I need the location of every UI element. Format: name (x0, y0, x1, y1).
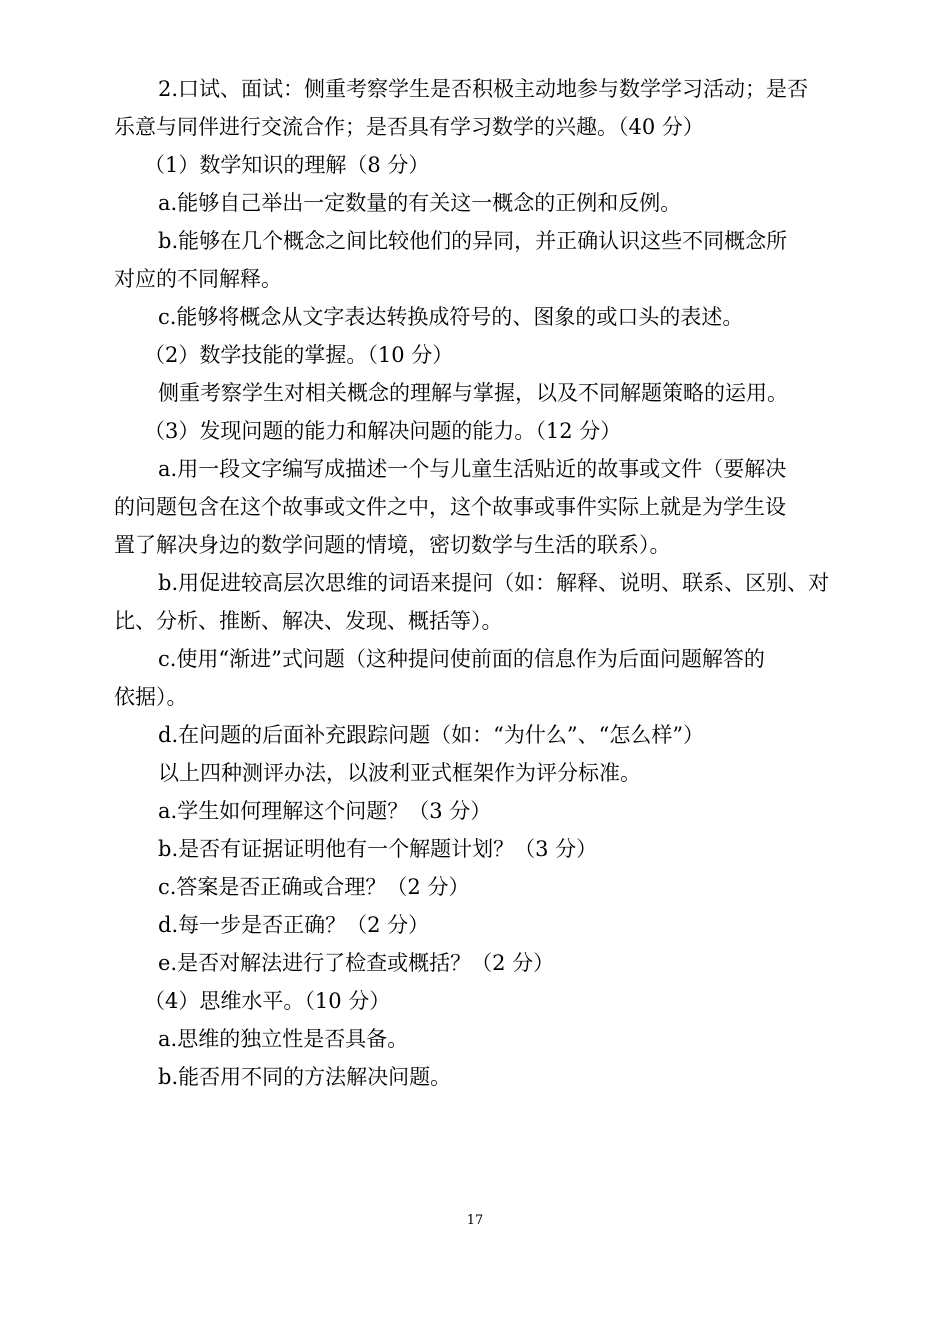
section-heading: （3）发现问题的能力和解决问题的能力。（12 分） (144, 419, 622, 443)
section-heading: （2）数学技能的掌握。（10 分） (144, 343, 454, 367)
text-line: 依据）。 (114, 685, 188, 709)
text-line: d.每一步是否正确？（2 分） (158, 913, 430, 937)
text-line: a.用一段文字编写成描述一个与儿童生活贴近的故事或文件（要解决 (158, 457, 787, 481)
text-line: a.学生如何理解这个问题？（3 分） (158, 799, 492, 823)
text-line: a.能够自己举出一定数量的有关这一概念的正例和反例。 (158, 191, 682, 215)
text-line: 比、分析、推断、解决、发现、概括等）。 (114, 609, 503, 633)
text-line: e.是否对解法进行了检查或概括？（2 分） (158, 951, 555, 975)
text-line: b.能否用不同的方法解决问题。 (158, 1065, 452, 1089)
text-line: 置了解决身边的数学问题的情境，密切数学与生活的联系）。 (114, 533, 671, 557)
text-line: a.思维的独立性是否具备。 (158, 1027, 409, 1051)
text-line: 的问题包含在这个故事或文件之中，这个故事或事件实际上就是为学生设 (114, 495, 786, 519)
text-line: 对应的不同解释。 (114, 267, 282, 291)
text-line: b.是否有证据证明他有一个解题计划？（3 分） (158, 837, 598, 861)
document-body (114, 70, 838, 1096)
text-line: 乐意与同伴进行交流合作；是否具有学习数学的兴趣。（40 分） (114, 115, 704, 139)
text-line: b.能够在几个概念之间比较他们的异同，并正确认识这些不同概念所 (158, 229, 788, 253)
text-line: 2.口试、面试：侧重考察学生是否积极主动地参与数学学习活动；是否 (158, 77, 809, 101)
page-number: 17 (466, 1213, 484, 1228)
text-line: c.使用“渐进”式问题（这种提问使前面的信息作为后面问题解答的 (158, 647, 765, 671)
section-heading: （1）数学知识的理解（8 分） (144, 153, 430, 177)
text-line: 侧重考察学生对相关概念的理解与掌握，以及不同解题策略的运用。 (158, 381, 788, 405)
text-line: 以上四种测评办法，以波利亚式框架作为评分标准。 (158, 761, 641, 785)
text-line: d.在问题的后面补充跟踪问题（如：“为什么”、“怎么样”） (158, 723, 705, 747)
section-heading: （4）思维水平。（10 分） (144, 989, 391, 1013)
text-line: c.能够将概念从文字表达转换成符号的、图象的或口头的表述。 (158, 305, 744, 329)
text-line: b.用促进较高层次思维的词语来提问（如：解释、说明、联系、区别、对 (158, 571, 830, 595)
text-line: c.答案是否正确或合理？（2 分） (158, 875, 470, 899)
